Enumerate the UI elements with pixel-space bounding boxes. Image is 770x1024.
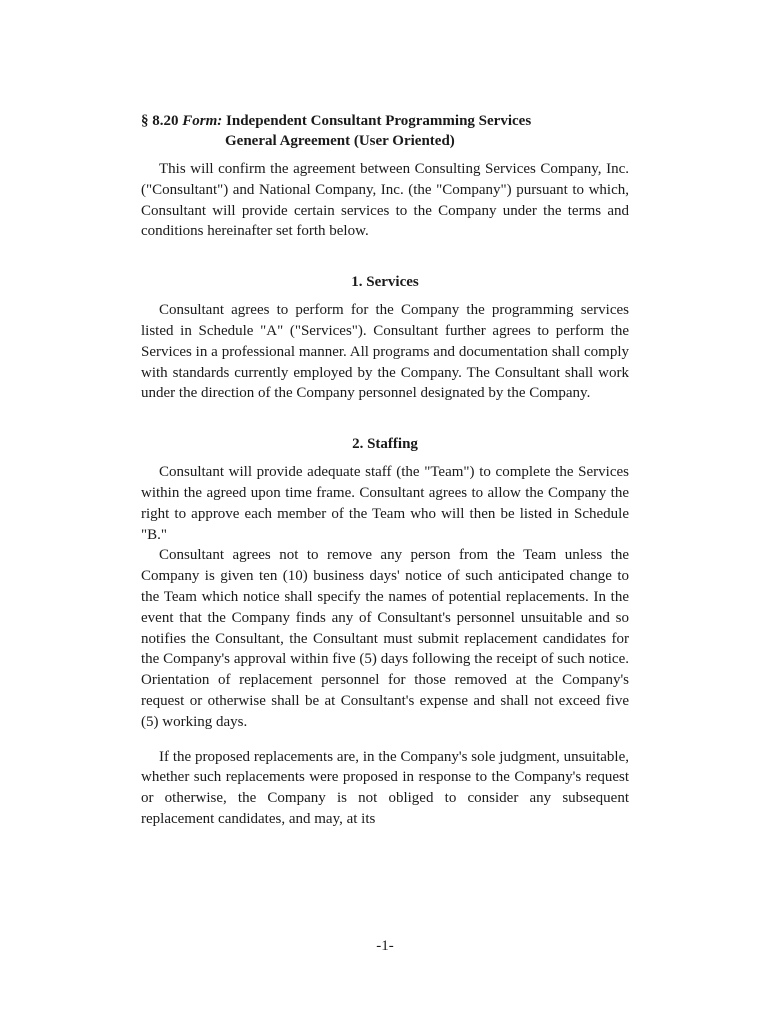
- section-number: § 8.20: [141, 113, 179, 129]
- heading-title-line-1: Independent Consultant Programming Services: [226, 113, 532, 129]
- spacer: [141, 292, 629, 300]
- staffing-paragraph-3: If the proposed replacements are, in the Company's sole judgment, unsuitable, whether such replacements were proposed in response to the Company's request or otherwise, the Company is not obliged to consider any subsequent replacement candidates, and may, at its: [141, 748, 629, 827]
- heading-title-line-2: General Agreement (User Oriented): [225, 133, 455, 149]
- spacer: [141, 151, 629, 159]
- page-number: -1-: [376, 938, 394, 954]
- spacer: [141, 454, 629, 462]
- intro-paragraph: This will confirm the agreement between Consulting Services Company, Inc. ("Consultant") and National Company, Inc. (the "Company") pursuant to which, Consultant will provide certain services to the Company under the terms and conditions hereinafter set forth below.: [141, 161, 629, 240]
- spacer: [141, 242, 629, 272]
- spacer: [141, 733, 629, 747]
- document-body: [141, 111, 629, 830]
- staffing-paragraph-1: Consultant will provide adequate staff (the "Team") to complete the Services within the agreed upon time frame. Consultant agrees to allow the Company the right to approve each member of the Team who will then be listed in Schedule "B.": [141, 464, 629, 543]
- form-label: Form:: [182, 113, 223, 129]
- services-paragraph: Consultant agrees to perform for the Company the programming services listed in Schedule "A" ("Services"). Consultant further agrees to perform the Services in a professional manner. All programs and documentation shall comply with standards currently employed by the Company. The Consultant shall work under the direction of the Company personnel designated by the Company.: [141, 302, 629, 402]
- document-heading: [141, 111, 629, 151]
- spacer: [141, 404, 629, 434]
- section-title-staffing: 2. Staffing: [352, 436, 418, 453]
- heading-line-1: [141, 111, 629, 131]
- staffing-paragraph-2: Consultant agrees not to remove any person from the Team unless the Company is given ten (10) business days' notice of such anticipated change to the Team which notice shall specify the names of potential replacements. In the event that the Company finds any of Consultant's personnel unsuitable and so notifies the Consultant, the Consultant must submit replacement candidates for the Company's approval within five (5) days following the receipt of such notice. Orientation of replacement personnel for those removed at the Company's request or otherwise shall be at Consultant's expense and shall not exceed five (5) working days.: [141, 547, 629, 730]
- section-title-services: 1. Services: [351, 274, 419, 291]
